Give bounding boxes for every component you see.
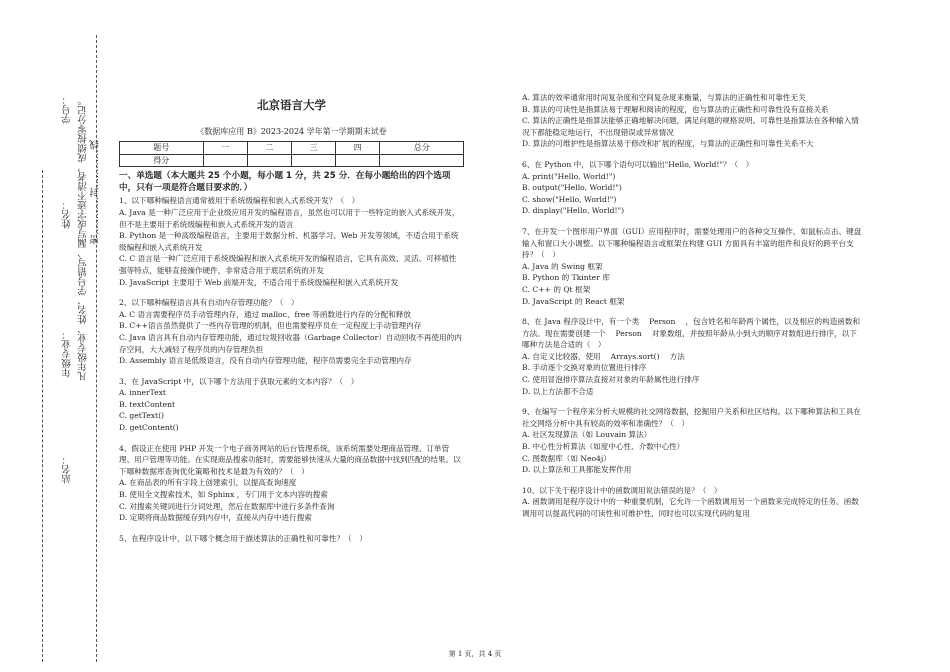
answer-option: C. Java 语言具有自动内存管理功能，通过垃圾回收器（Garbage Collector）自动回收不再使用的内存空间，大大减轻了程序员的内存管理负担 [119,332,462,354]
answer-option: B. Python 是一种高级编程语言，主要用于数据分析、机器学习、Web 开发等领域，不适合用于系统级编程和嵌入式系统开发 [119,231,459,252]
question-item [119,376,464,434]
answer-option: B. 算法的可读性是指算法易于理解和阅读的程度，也与算法的正确性和可靠性没有直接关系 [522,104,829,114]
fold-line-inner [42,170,43,662]
answer-option: C. 图数据库（如 Neo4j） [522,453,611,463]
answer-option: A. innerText [119,388,166,398]
answer-option: C. C++ 的 Qt 框架 [522,284,591,294]
exam-title: 《数据库应用 B》2023-2024 学年第一学期期末试卷 [196,126,387,136]
university-title: 北京语言大学 [257,98,326,112]
score-cell [336,154,380,167]
section-heading: 一、单选题（本大题共 25 个小题，每小题 1 分，共 25 分．在每小题给出的四个选项中，只有一项是符合题目要求的．） [119,171,451,194]
score-header-cell: 三 [291,142,335,155]
answer-option: D. JavaScript 的 React 框架 [522,296,625,306]
answer-option: A. 在商品表的所有字段上创建索引，以提高查询速度 [119,478,297,488]
question-item [119,533,464,545]
question-item [522,485,862,520]
question-text: 5、在程序设计中，以下哪个概念用于描述算法的正确性和可靠性？（ ） [119,533,367,543]
answer-option: B. Python 的 Tkinter 库 [522,273,610,283]
answer-option: A. 算法的效率通常用时间复杂度和空间复杂度来衡量，与算法的正确性和可靠性无关 [522,93,806,102]
answer-option: B. textContent [119,399,176,409]
school-label: 站名： [62,455,73,484]
question-text: 4、假设正在使用 PHP 开发一个电子商务网站的后台管理系统，该系统需要处理商品管理、订单管理、用户管理等功能。在实现商品搜索功能时，需要能够快速从大量的商品数据中找到匹配的结果。以下哪种数据库查询优化策略和技术是最为有效的？（ ） [119,443,461,476]
question-item [522,226,862,307]
fold-line-outer [96,35,97,662]
binding-margin [0,0,110,672]
question-item [522,92,862,150]
answer-option: A. C 语言需要程序员手动管理内存，通过 malloc、free 等函数进行内存的分配和释放 [119,309,412,319]
answer-option: A. Java 的 Swing 框架 [522,261,603,271]
left-column [119,100,464,553]
score-cell [247,154,291,167]
answer-option: A. 社区发现算法（如 Louvain 算法） [522,430,652,440]
question-text: 9、在编写一个程序来分析大规模的社交网络数据，挖掘用户关系和社区结构。以下哪种算法和工具在社交网络分析中具有较高的效率和准确性？（ ） [522,407,861,428]
page-footer: 第 1 页，共 4 页 [448,650,502,658]
question-text: 3、在 JavaScript 中，以下哪个方法用于获取元素的文本内容？（ ） [119,376,359,386]
answer-option: A. 函数调用是程序设计中的一种重要机制，它允许一个函数调用另一个函数来完成特定的任务。函数调用可以提高代码的可读性和可维护性，同时也可以实现代码的复用 [522,497,859,518]
answer-option: D. Assembly 语言是低级语言，没有自动内存管理功能，程序员需要完全手动管理内存 [119,356,412,366]
score-cell [380,154,464,167]
answer-option: D. 算法的可维护性是指算法易于修改和扩展的程度，与算法的正确性和可靠性关系不大 [522,139,814,149]
question-item [522,159,862,217]
question-text: 2、以下哪种编程语言具有自动内存管理功能？（ ） [119,298,299,308]
notice-text: 凡年级专业、姓名、学号错写、漏写或字迹不清者，成绩按零分记。 [78,96,89,381]
answer-option: D. display("Hello, World!") [522,206,625,216]
question-text: 1、以下哪种编程语言通常被用于系统级编程和嵌入式系统开发？（ ） [119,196,360,206]
answer-option: D. 以上算法和工具都能发挥作用 [522,465,632,475]
answer-option: D. getContent() [119,423,179,433]
question-list-right [522,92,862,520]
answer-option: B. C++语言虽然提供了一些内存管理的机制，但也需要程序员在一定程度上手动管理内存 [119,321,422,331]
question-text: 10、以下关于程序设计中的函数调用说法错误的是？（ ） [522,485,722,495]
answer-option: D. 以上方法都不合适 [522,386,594,396]
answer-option: A. print("Hello, World!") [522,171,616,181]
score-table [119,141,464,167]
answer-option: B. 使用全文搜索技术，如 Sphinx ，专门用于文本内容的搜索 [119,490,328,500]
question-text: 7、在开发一个图形用户界面（GUI）应用程序时，需要处理用户的各种交互操作，如鼠标点击、键盘输入和窗口大小调整。以下哪种编程语言或框架在构建 GUI 方面具有丰富的组件和良好的跨平台支持？（ ） [522,226,862,260]
score-header-cell: 二 [247,142,291,155]
answer-option: C. C 语言是一种广泛应用于系统级编程和嵌入式系统开发的编程语言，它具有高效、灵活、可移植性强等特点，能够直接操作硬件，非常适合用于底层系统的开发 [119,254,457,275]
answer-option: B. 中心性分析算法（如度中心性、介数中心性） [522,442,685,452]
question-item [119,443,464,524]
answer-option: B. 手动逐个交换对象的位置进行排序 [522,363,647,373]
score-table-header-row [120,142,464,155]
answer-option: C. 对搜索关键词进行分词处理，然后在数据库中进行多条件查询 [119,501,335,511]
answer-option: A. Java 是一种广泛应用于企业级应用开发的编程语言，虽然也可以用于一些特定的嵌入式系统开发，但不是主要用于系统级编程和嵌入式系统开发的语言 [119,207,460,229]
score-header-cell: 题号 [120,142,204,155]
answer-option: B. output("Hello, World!") [522,183,622,193]
answer-option: C. 算法的正确性是指算法能够正确地解决问题，满足问题的规格说明。可靠性是指算法在各种输入情况下都能稳定地运行，不出现错误或异常情况 [522,116,859,137]
score-header-cell: 一 [203,142,247,155]
major-label: 年级专业： [62,330,73,378]
score-table-score-row [120,154,464,167]
answer-option: C. show("Hello, World!") [522,194,617,204]
score-cell [291,154,335,167]
student-id-label: 学号： [62,95,73,124]
question-item [119,297,464,367]
score-header-cell: 四 [336,142,380,155]
answer-option: C. getText() [119,411,165,421]
score-cell [203,154,247,167]
answer-option: C. 使用冒泡排序算法直接对对象的年龄属性进行排序 [522,375,700,385]
question-item [522,406,862,476]
answer-option: D. 定期将商品数据缓存到内存中，直接从内存中进行搜索 [119,513,312,523]
question-item [119,195,464,288]
score-header-cell: 总分 [380,142,464,155]
answer-option: D. JavaScript 主要用于 Web 前端开发，不适合用于系统级编程和嵌入式系统开发 [119,277,399,287]
question-list-left [119,195,464,544]
name-label: 姓名： [62,200,73,229]
answer-option: A. 自定义比较器，使用 Arrays.sort() 方法 [522,351,685,361]
question-item [522,316,862,397]
seal-line-text: 密…………封…………线 [90,140,101,245]
question-text: 6、在 Python 中，以下哪个语句可以输出"Hello, World!"？（ ） [522,159,754,169]
right-column [522,92,862,529]
question-text: 8、在 Java 程序设计中，有一个类 Person ，包含姓名和年龄两个属性，以及相应的构造函数和方法。现在需要创建一个 Person 对象数组，并按照年龄从小到大的顺序对数组进行排序，以下哪种方法是合适的（ ） [522,317,861,350]
score-row-label: 得分 [120,154,204,167]
